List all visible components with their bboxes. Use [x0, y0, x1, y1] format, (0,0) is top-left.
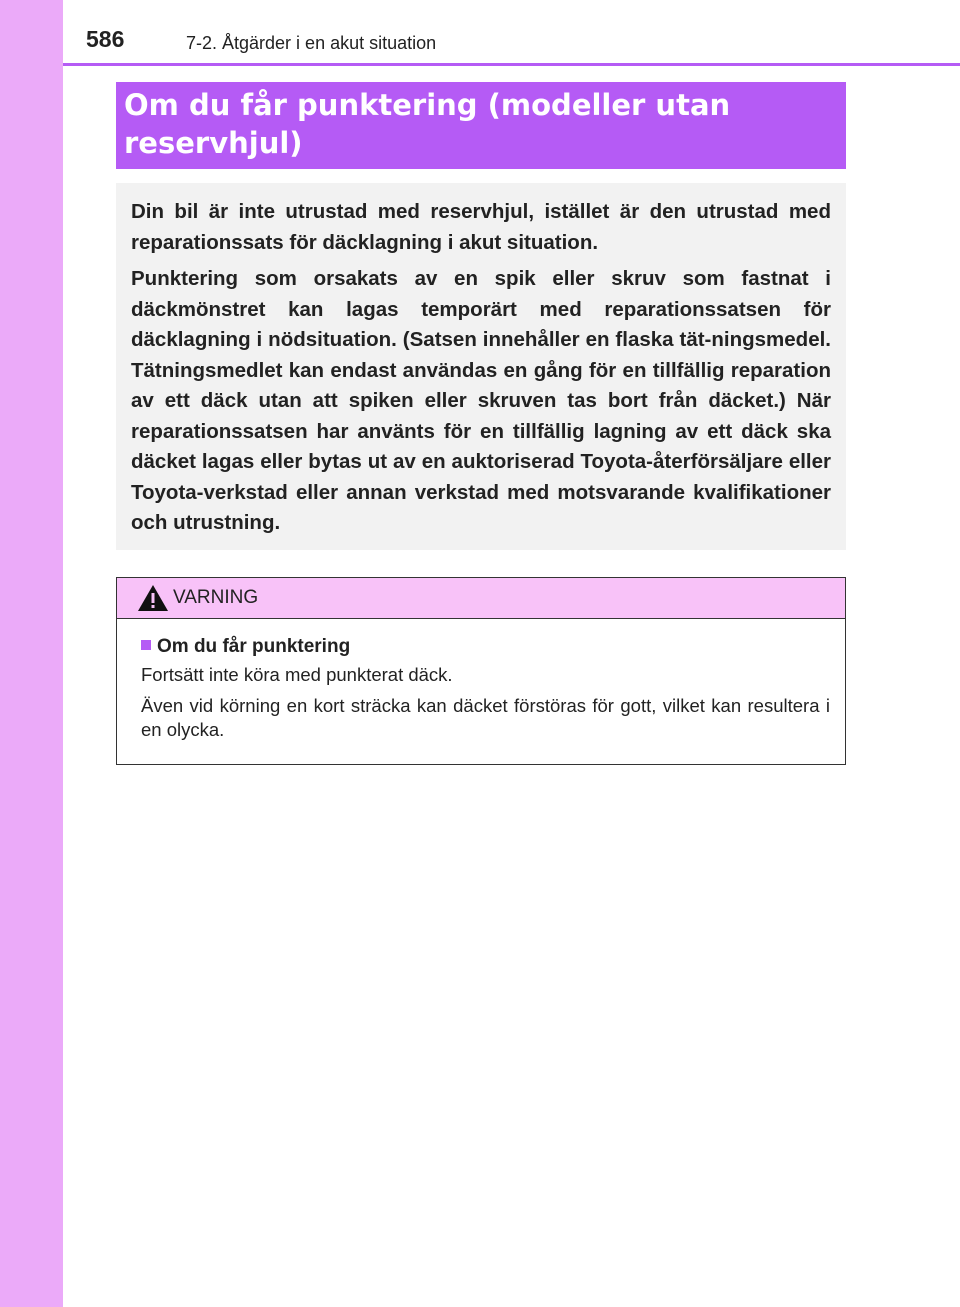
section-label: 7-2. Åtgärder i en akut situation: [186, 33, 437, 53]
warning-body: [117, 619, 845, 742]
header-divider: [63, 63, 960, 66]
left-margin-bar: [0, 0, 63, 1307]
section-title-line1: Om du får punktering (modeller utan: [124, 88, 731, 122]
warning-header: [117, 578, 845, 619]
intro-box: [116, 183, 846, 550]
intro-paragraph-1: Din bil är inte utrustad med reservhjul, istället är den utrustad med reparationssats för däcklagning i akut situation.: [131, 200, 831, 254]
section-title-line2: reservhjul): [124, 126, 303, 160]
warning-heading: [141, 635, 830, 659]
intro-paragraph-2: Punktering som orsakats av en spik eller skruv som fastnat i däckmönstret kan lagas temporärt med reparationssatsen för däcklagning i nödsituation. (Satsen innehåller en flaska tät-ningsmedel. Tätningsmedlet kan endast användas en gång för en tillfällig reparation av ett däck utan att spiken eller skruven tas bort från däcket.) När reparationssatsen har använts för en tillfällig lagning av ett däck ska däcket lagas eller bytas ut av en auktoriserad Toyota-återförsäljare eller Toyota-verkstad eller annan verkstad med motsvarande kvalifikationer och utrustning.: [131, 267, 831, 534]
warning-triangle-icon: [137, 584, 169, 612]
bullet-square-icon: [141, 640, 151, 650]
warning-box: [116, 577, 846, 765]
warning-heading-text: Om du får punktering: [157, 636, 351, 657]
warning-title: VARNING: [173, 587, 259, 608]
page-number: 586: [86, 26, 125, 52]
warning-line-1: Fortsätt inte köra med punkterat däck.: [141, 664, 453, 685]
section-title-box: [116, 82, 846, 169]
warning-line-2: Även vid körning en kort sträcka kan däcket förstöras för gott, vilket kan resultera i en olycka.: [141, 695, 830, 740]
